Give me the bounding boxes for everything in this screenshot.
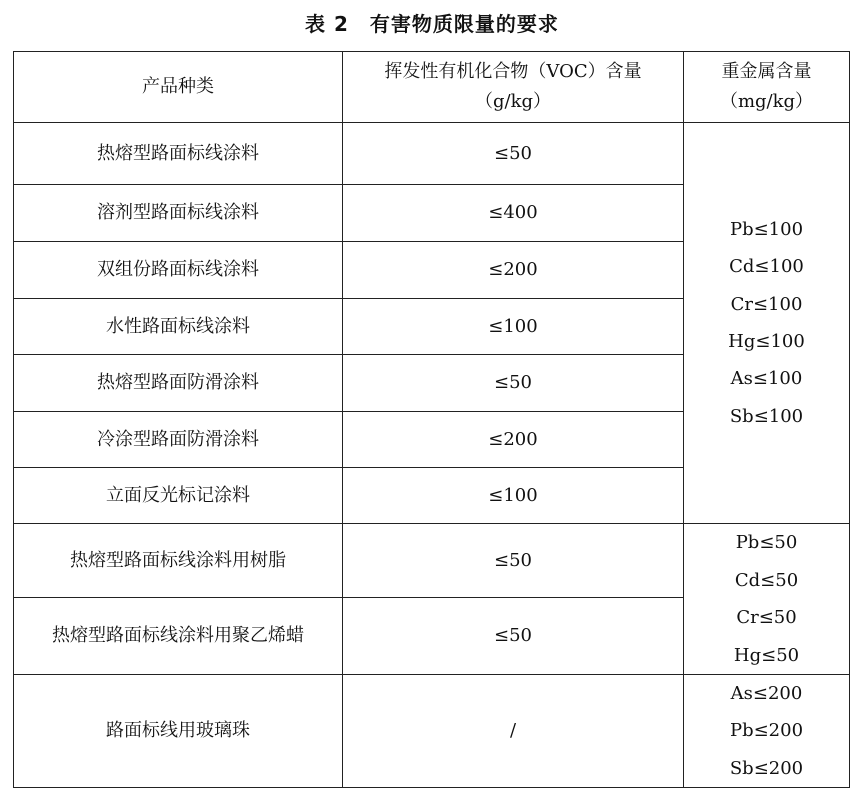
voc-cell: ≤200 — [343, 412, 684, 468]
voc-cell: ≤50 — [343, 355, 684, 412]
header-metal-unit: （mg/kg） — [719, 91, 814, 112]
product-cell: 冷涂型路面防滑涂料 — [14, 412, 343, 468]
metal-limit: As≤100 — [730, 368, 803, 390]
table-title: 表 2 有害物质限量的要求 — [305, 12, 559, 36]
product-cell: 路面标线用玻璃珠 — [14, 675, 343, 788]
table-row — [14, 123, 850, 185]
metal-cell-group-2 — [684, 524, 850, 675]
metal-limit: Pb≤200 — [729, 720, 804, 742]
table-row — [14, 524, 850, 598]
header-voc — [343, 52, 684, 123]
table-row — [14, 675, 850, 788]
header-product: 产品种类 — [14, 52, 343, 123]
product-cell: 立面反光标记涂料 — [14, 468, 343, 524]
product-cell: 热熔型路面标线涂料用树脂 — [14, 524, 343, 598]
voc-cell: ≤50 — [343, 598, 684, 675]
product-cell: 水性路面标线涂料 — [14, 299, 343, 355]
metal-limit: Cd≤100 — [729, 256, 804, 278]
header-metal-label: 重金属含量 — [721, 61, 812, 82]
metal-limit: Cr≤50 — [736, 607, 797, 628]
product-cell: 热熔型路面防滑涂料 — [14, 355, 343, 412]
header-voc-unit: （g/kg） — [474, 91, 552, 112]
hazardous-substance-table — [13, 51, 850, 788]
voc-cell: ≤50 — [343, 524, 684, 598]
header-row — [14, 52, 850, 123]
metal-limit: Pb≤100 — [729, 219, 804, 241]
product-cell: 溶剂型路面标线涂料 — [14, 185, 343, 242]
metal-limit: Cr≤100 — [730, 293, 803, 315]
product-cell: 热熔型路面标线涂料 — [14, 123, 343, 185]
voc-cell: / — [343, 675, 684, 788]
voc-cell: ≤50 — [343, 123, 684, 185]
metal-limit: Sb≤200 — [729, 757, 804, 779]
product-cell: 双组份路面标线涂料 — [14, 242, 343, 299]
metal-cell-group-1 — [684, 123, 850, 524]
voc-cell: ≤100 — [343, 468, 684, 524]
metal-limit: Hg≤100 — [728, 331, 805, 352]
metal-limit: Sb≤100 — [729, 405, 804, 427]
metal-limit: Cd≤50 — [734, 569, 799, 591]
metal-limit: Hg≤50 — [733, 644, 800, 666]
metal-limit: As≤200 — [730, 683, 803, 704]
voc-cell: ≤100 — [343, 299, 684, 355]
metal-cell-group-3 — [684, 675, 850, 788]
voc-cell: ≤200 — [343, 242, 684, 299]
header-heavy-metal — [684, 52, 850, 123]
product-cell: 热熔型路面标线涂料用聚乙烯蜡 — [14, 598, 343, 675]
header-voc-label: 挥发性有机化合物（VOC）含量 — [384, 61, 642, 82]
metal-limit: Pb≤50 — [735, 532, 798, 553]
voc-cell: ≤400 — [343, 185, 684, 242]
